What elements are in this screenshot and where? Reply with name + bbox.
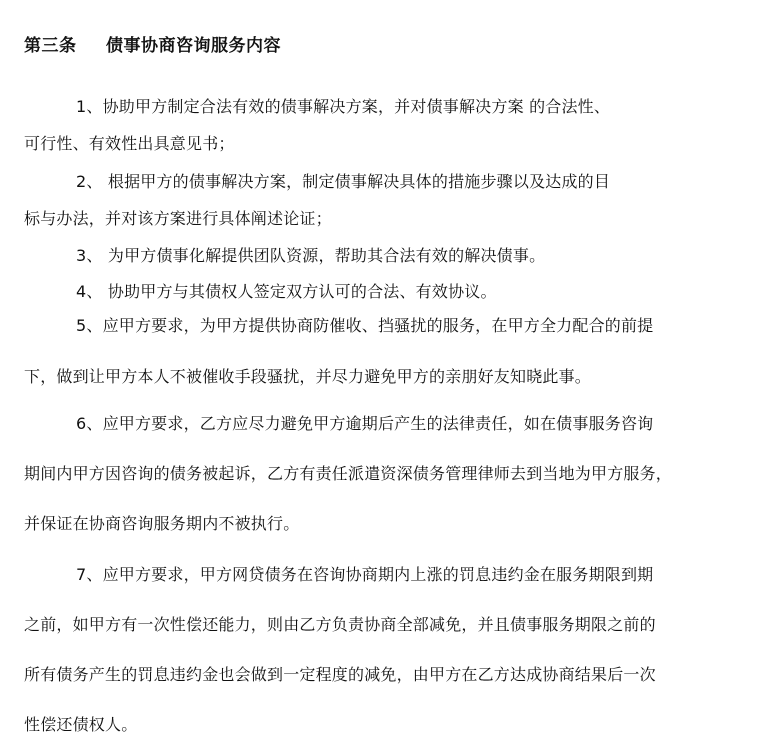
clause-7-line-2: 之前，如甲方有一次性偿还能力，则由乙方负责协商全部减免，并且债事服务期限之前的 xyxy=(24,615,656,634)
clause-1-line-1: 1、协助甲方制定合法有效的债事解决方案，并对债事解决方案 的合法性、 xyxy=(76,97,611,116)
clause-2-line-2: 标与办法，并对该方案进行具体阐述论证； xyxy=(24,209,332,228)
clause-6-line-1: 6、应甲方要求，乙方应尽力避免甲方逾期后产生的法律责任，如在债事服务咨询 xyxy=(76,414,654,433)
clause-5-line-2: 下，做到让甲方本人不被催收手段骚扰，并尽力避免甲方的亲朋好友知晓此事。 xyxy=(24,367,592,386)
clause-2-line-1: 2、 根据甲方的债事解决方案，制定债事解决具体的措施步骤以及达成的目 xyxy=(76,172,611,191)
article-title: 债事协商咨询服务内容 xyxy=(106,36,281,56)
clause-7-line-3: 所有债务产生的罚息违约金也会做到一定程度的减免，由甲方在乙方达成协商结果后一次 xyxy=(24,665,656,684)
clause-6-line-2: 期间内甲方因咨询的债务被起诉，乙方有责任派遣资深债务管理律师去到当地为甲方服务， xyxy=(24,464,673,483)
clause-1-line-2: 可行性、有效性出具意见书； xyxy=(24,134,235,153)
clause-7-line-1: 7、应甲方要求，甲方网贷债务在咨询协商期内上涨的罚息违约金在服务期限到期 xyxy=(76,565,654,584)
clause-6-line-3: 并保证在协商咨询服务期内不被执行。 xyxy=(24,514,300,533)
article-heading xyxy=(24,31,281,56)
clause-4-line-1: 4、 协助甲方与其债权人签定双方认可的合法、有效协议。 xyxy=(76,282,497,301)
clause-5-line-1: 5、应甲方要求，为甲方提供协商防催收、挡骚扰的服务，在甲方全力配合的前提 xyxy=(76,316,654,335)
clause-7-line-4: 性偿还债权人。 xyxy=(24,715,138,734)
clause-3-line-1: 3、 为甲方债事化解提供团队资源，帮助其合法有效的解决债事。 xyxy=(76,246,546,265)
article-number: 第三条 xyxy=(24,36,77,56)
